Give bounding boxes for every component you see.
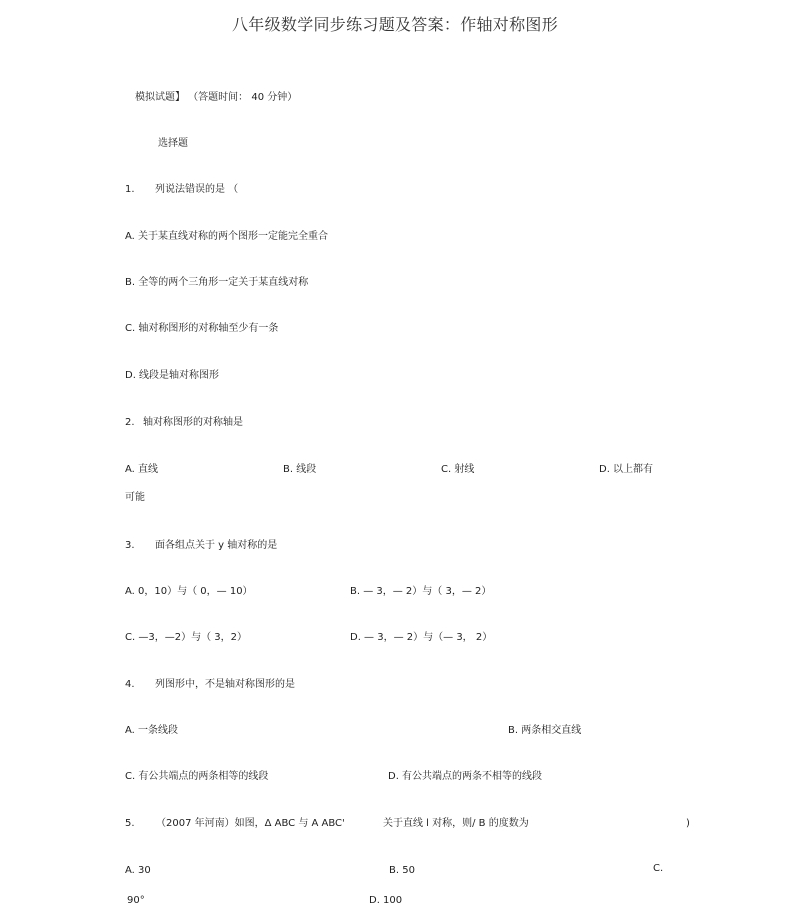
q4-option-b: B. 两条相交直线: [508, 725, 582, 736]
q3-option-d: D. — 3，— 2）与（— 3， 2）: [350, 632, 493, 643]
q5-option-d: D. 100: [369, 895, 403, 906]
q2-option-d-continued: 可能: [125, 492, 145, 503]
q5-number: 5.: [125, 818, 135, 829]
q3-option-a: A. 0，10）与（ 0，— 10）: [125, 586, 253, 597]
q1-number: 1.: [125, 184, 135, 195]
q4-option-d: D. 有公共端点的两条不相等的线段: [388, 771, 543, 782]
q4-option-c: C. 有公共端点的两条相等的线段: [125, 771, 269, 782]
page-title: 八年级数学同步练习题及答案：作轴对称图形: [232, 15, 559, 34]
q3-stem: 面各组点关于 y 轴对称的是: [155, 540, 278, 551]
q5-option-c-continued: 90°: [127, 895, 145, 906]
section-heading: 选择题: [158, 138, 188, 149]
q4-number: 4.: [125, 679, 135, 690]
q5-option-b: B. 50: [389, 865, 415, 876]
q1-option-c: C. 轴对称图形的对称轴至少有一条: [125, 323, 279, 334]
q1-stem: 列说法错误的是 （: [155, 184, 239, 195]
q5-option-a: A. 30: [125, 865, 151, 876]
q5-stem: （2007 年河南）如图，Δ ABC 与 A ABC': [156, 818, 345, 829]
q1-option-b: B. 全等的两个三角形一定关于某直线对称: [125, 277, 309, 288]
q5-close-paren: ): [686, 818, 690, 829]
q3-number: 3.: [125, 540, 135, 551]
q3-option-c: C. —3，—2）与（ 3，2）: [125, 632, 247, 643]
q5-stem-continued: 关于直线 l 对称，则/ B 的度数为: [383, 818, 529, 829]
q3-option-b: B. — 3，— 2）与（ 3，— 2）: [350, 586, 492, 597]
q1-option-a: A. 关于某直线对称的两个图形一定能完全重合: [125, 231, 329, 242]
q2-option-d: D. 以上都有: [599, 464, 654, 475]
q1-option-d: D. 线段是轴对称图形: [125, 370, 220, 381]
q4-stem: 列图形中，不是轴对称图形的是: [155, 679, 295, 690]
q4-option-a: A. 一条线段: [125, 725, 179, 736]
q5-option-c: C.: [653, 863, 664, 874]
q2-option-b: B. 线段: [283, 464, 317, 475]
q2-number: 2.: [125, 417, 135, 428]
q2-option-a: A. 直线: [125, 464, 159, 475]
q2-option-c: C. 射线: [441, 464, 475, 475]
q2-stem: 轴对称图形的对称轴是: [143, 417, 243, 428]
exam-header: 模拟试题】 （答题时间： 40 分钟）: [135, 92, 298, 103]
